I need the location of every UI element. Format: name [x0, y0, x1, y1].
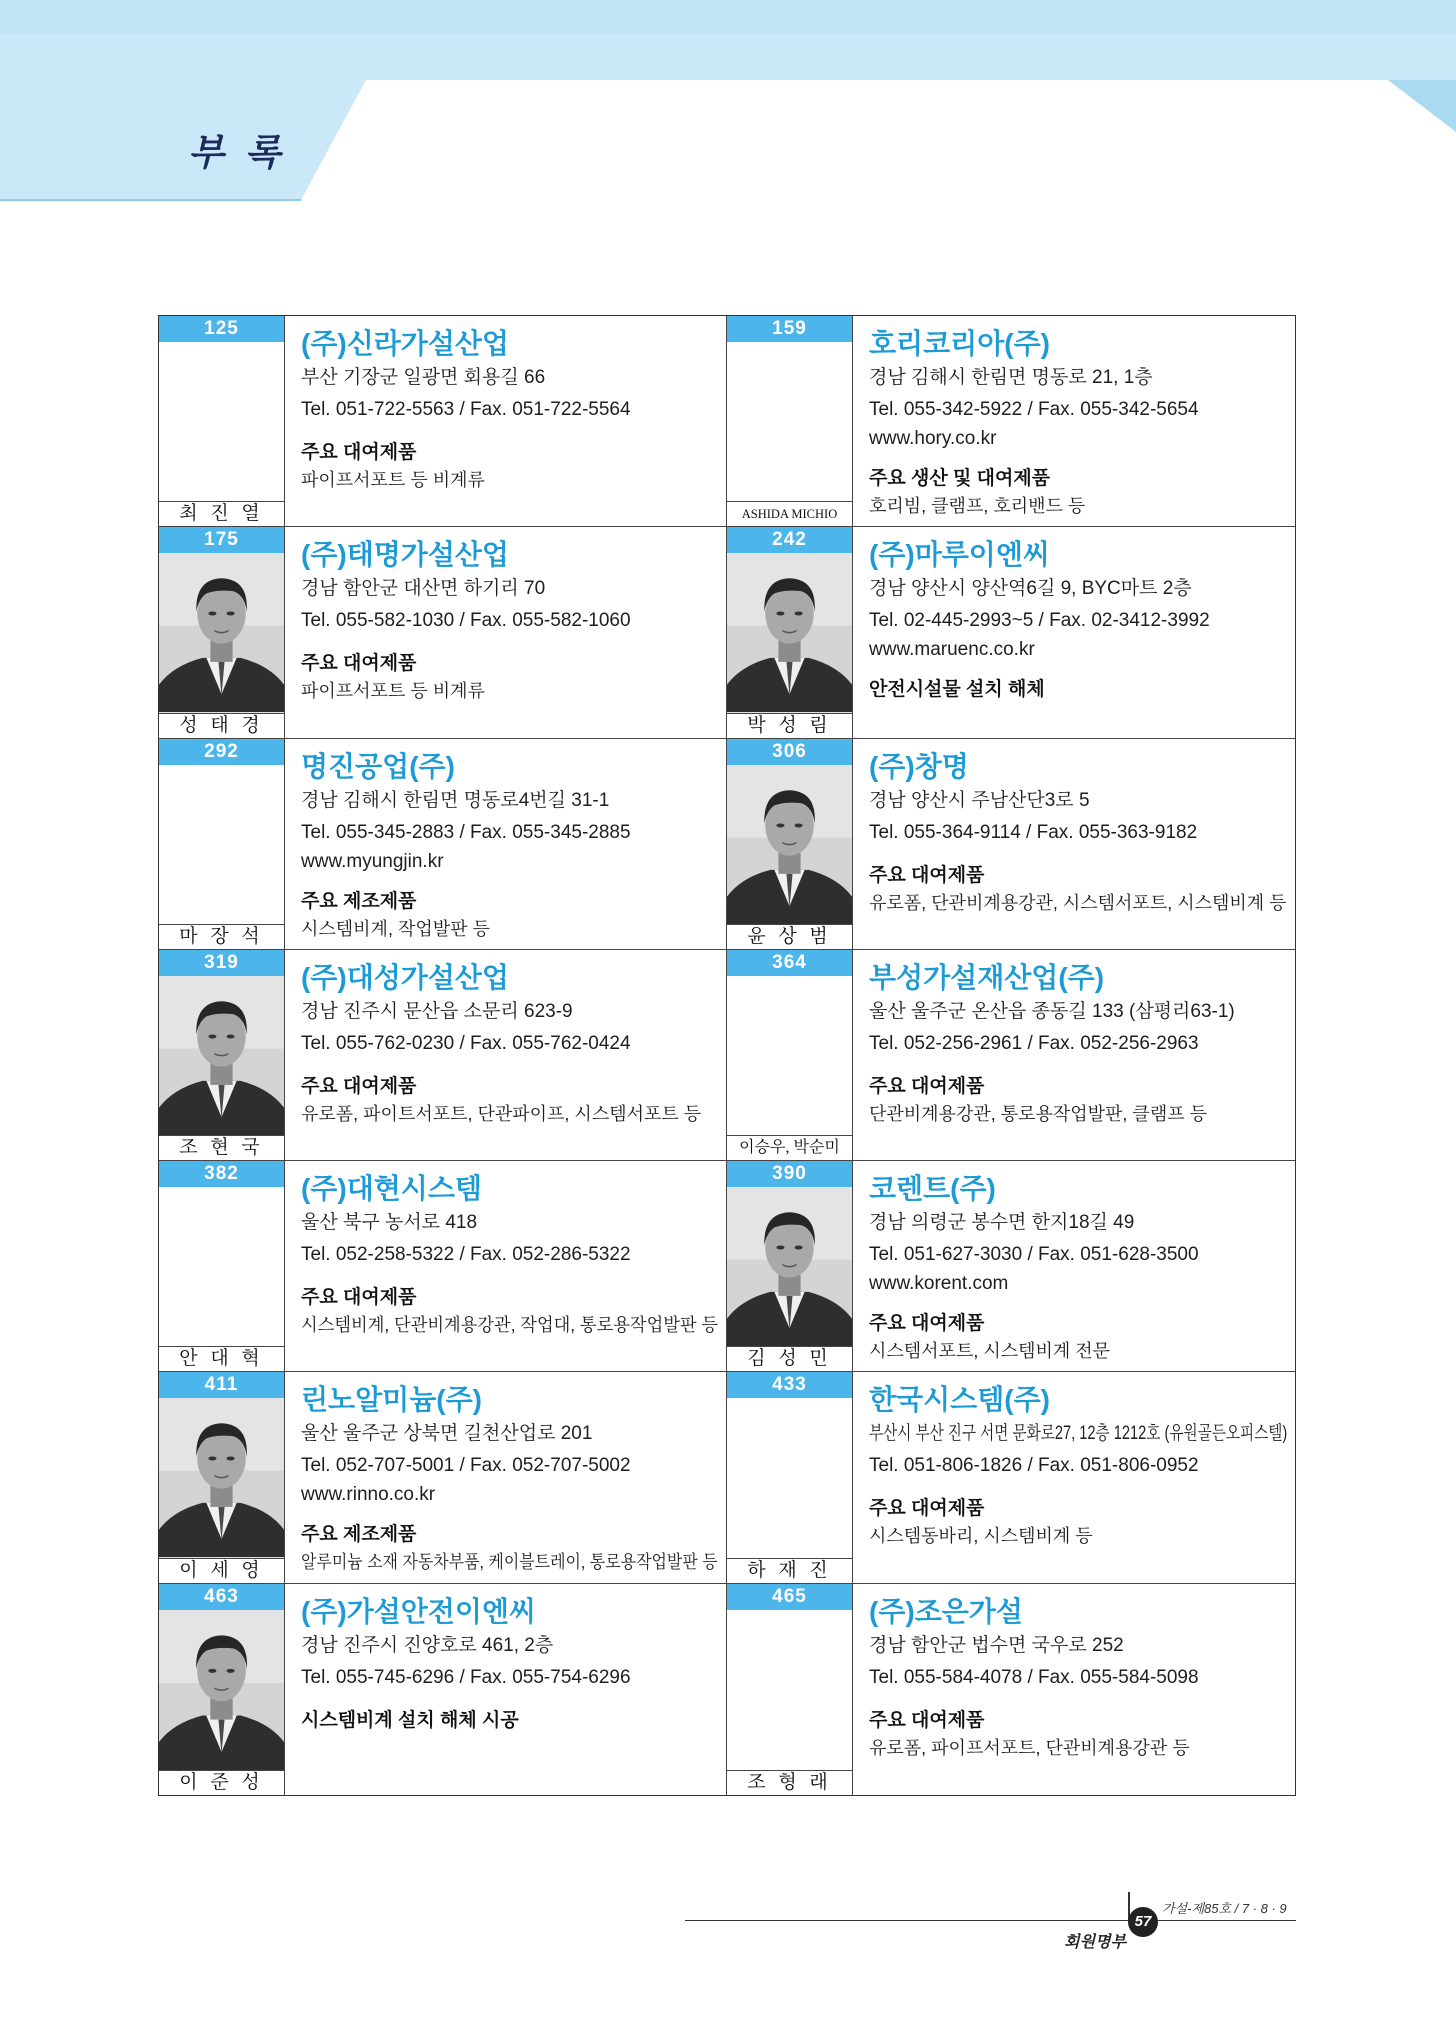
member-id-column: [727, 739, 853, 949]
representative-name: 박 성 림: [727, 713, 852, 738]
footer-section-name: 회원명부: [1064, 1934, 1126, 1951]
representative-name: 안 대 혁: [159, 1346, 284, 1371]
member-id-column: [159, 739, 285, 949]
products-heading: 주요 대여제품: [869, 864, 985, 886]
address: 울산 북구 농서로 418: [301, 1212, 478, 1234]
member-number-badge: 364: [727, 950, 852, 976]
products: 파이프서포트 등 비계류: [301, 470, 485, 490]
address: 경남 양산시 양산역6길 9, BYC마트 2층: [869, 578, 1192, 600]
member-card: [159, 739, 727, 950]
products: 시스템동바리, 시스템비계 등: [869, 1526, 1093, 1547]
empty-photo-area: [159, 342, 284, 501]
company-name: (주)마루이엔씨: [869, 539, 1050, 571]
representative-photo: [159, 976, 284, 1135]
member-details: [285, 1161, 726, 1371]
website: www.korent.com: [869, 1273, 1009, 1295]
products-heading: 주요 대여제품: [869, 1075, 985, 1097]
member-id-column: [727, 1584, 853, 1795]
member-details: [853, 316, 1295, 526]
products: 단관비계용강관, 통로용작업발판, 클램프 등: [869, 1103, 1207, 1124]
products: 유로폼, 파이프서포트, 단관비계용강관 등: [869, 1737, 1190, 1758]
member-card: [727, 739, 1295, 950]
products-heading: 주요 대여제품: [301, 1075, 417, 1097]
company-name: (주)가설안전이엔씨: [301, 1595, 537, 1627]
member-card: [159, 950, 727, 1161]
member-card: [727, 950, 1295, 1161]
member-details: [853, 1161, 1295, 1371]
tel-fax: Tel. 055-342-5922 / Fax. 055-342-5654: [869, 399, 1199, 420]
website: www.myungjin.kr: [301, 850, 444, 872]
business-description: 안전시설물 설치 해체: [869, 679, 1045, 701]
member-id-column: [159, 1372, 285, 1582]
header-band: [0, 0, 1456, 210]
member-details: [285, 739, 726, 949]
tel-fax: Tel. 055-364-9114 / Fax. 055-363-9182: [869, 821, 1198, 843]
member-card: [159, 1372, 727, 1583]
empty-photo-area: [159, 1187, 284, 1346]
member-details: [285, 316, 726, 526]
tel-fax: Tel. 055-762-0230 / Fax. 055-762-0424: [301, 1032, 631, 1054]
representative-name: 김 성 민: [727, 1346, 852, 1371]
member-card: [727, 1161, 1295, 1372]
company-name: 명진공업(주): [301, 750, 455, 782]
products-heading: 주요 대여제품: [869, 1313, 985, 1335]
member-card: [727, 527, 1295, 738]
member-number-badge: 242: [727, 527, 852, 553]
member-number-badge: 306: [727, 739, 852, 765]
member-number-badge: 463: [159, 1584, 284, 1610]
address: 울산 울주군 온산읍 종동길 133 (삼평리63-1): [869, 1000, 1235, 1022]
products-heading: 주요 대여제품: [301, 1287, 417, 1309]
company-name: (주)신라가설산업: [301, 328, 509, 359]
empty-photo-area: [727, 1398, 852, 1557]
member-id-column: [159, 316, 285, 526]
address: 경남 김해시 한림면 명동로4번길 31-1: [301, 789, 610, 811]
representative-name: 하 재 진: [727, 1558, 852, 1583]
member-id-column: [727, 950, 853, 1160]
address: 경남 의령군 봉수면 한지18길 49: [869, 1212, 1135, 1234]
website: www.hory.co.kr: [869, 428, 997, 449]
member-id-column: [159, 1584, 285, 1795]
products-heading: 주요 대여제품: [301, 653, 417, 675]
member-id-column: [727, 527, 853, 737]
tel-fax: Tel. 051-627-3030 / Fax. 051-628-3500: [869, 1244, 1199, 1266]
products: 파이프서포트 등 비계류: [301, 681, 485, 702]
products: 알루미늄 소재 자동차부품, 케이블트레이, 통로용작업발판 등: [301, 1552, 718, 1573]
member-card: [159, 1584, 727, 1795]
company-name: (주)태명가설산업: [301, 539, 509, 571]
tel-fax: Tel. 052-258-5322 / Fax. 052-286-5322: [301, 1244, 631, 1266]
member-number-badge: 411: [159, 1372, 284, 1398]
company-name: 호리코리아(주): [869, 328, 1050, 359]
tel-fax: Tel. 055-582-1030 / Fax. 055-582-1060: [301, 610, 631, 632]
products: 호리빔, 클램프, 호리밴드 등: [869, 496, 1086, 516]
representative-name: 조 형 래: [727, 1770, 852, 1795]
address: 경남 양산시 주남산단3로 5: [869, 789, 1090, 811]
member-number-badge: 125: [159, 316, 284, 342]
member-id-column: [159, 950, 285, 1160]
company-name: (주)조은가설: [869, 1595, 1023, 1627]
representative-name: 마 장 석: [159, 924, 284, 949]
representative-name: 조 현 국: [159, 1135, 284, 1160]
member-number-badge: 382: [159, 1161, 284, 1187]
address: 울산 울주군 상북면 길천산업로 201: [301, 1423, 593, 1445]
member-card: [727, 1584, 1295, 1795]
address: 부산시 부산 진구 서면 문화로27, 12층 1212호 (유원골든오피스텔): [869, 1423, 1288, 1445]
company-name: 린노알미늄(주): [301, 1384, 482, 1416]
company-name: (주)대성가설산업: [301, 961, 509, 993]
member-details: [853, 1372, 1295, 1582]
representative-name: ASHIDA MICHIO: [727, 501, 852, 526]
page-number: 57: [1128, 1907, 1158, 1937]
member-details: [285, 1372, 726, 1582]
tel-fax: Tel. 02-445-2993~5 / Fax. 02-3412-3992: [869, 610, 1210, 632]
tel-fax: Tel. 055-345-2883 / Fax. 055-345-2885: [301, 821, 631, 843]
representative-photo: [159, 1398, 284, 1557]
products: 유로폼, 단관비계용강관, 시스템서포트, 시스템비계 등: [869, 892, 1287, 913]
issue-label: 가설-제85호 / 7 · 8 · 9: [1162, 1901, 1287, 1916]
member-details: [285, 1584, 726, 1795]
tel-fax: Tel. 051-722-5563 / Fax. 051-722-5564: [301, 399, 631, 420]
company-name: 코렌트(주): [869, 1173, 996, 1205]
tel-fax: Tel. 052-707-5001 / Fax. 052-707-5002: [301, 1455, 631, 1477]
address: 경남 함안군 대산면 하기리 70: [301, 578, 546, 600]
representative-name: 이 준 성: [159, 1770, 284, 1795]
products-heading: 주요 제조제품: [301, 1524, 417, 1546]
member-id-column: [727, 1372, 853, 1582]
member-details: [853, 1584, 1295, 1795]
member-number-badge: 159: [727, 316, 852, 342]
member-card: [159, 527, 727, 738]
member-details: [285, 527, 726, 737]
website: www.maruenc.co.kr: [869, 639, 1035, 661]
member-id-column: [727, 1161, 853, 1371]
products: 시스템비계, 작업발판 등: [301, 918, 490, 939]
products-heading: 주요 대여제품: [869, 1709, 985, 1731]
products: 시스템비계, 단관비계용강관, 작업대, 통로용작업발판 등: [301, 1315, 719, 1336]
tel-fax: Tel. 055-745-6296 / Fax. 055-754-6296: [301, 1666, 631, 1688]
representative-name: 윤 상 범: [727, 924, 852, 949]
member-number-badge: 319: [159, 950, 284, 976]
products: 유로폼, 파이트서포트, 단관파이프, 시스템서포트 등: [301, 1103, 702, 1124]
member-details: [853, 739, 1295, 949]
member-card: [727, 316, 1295, 527]
representative-name: 최 진 열: [159, 501, 284, 526]
products-heading: 주요 제조제품: [301, 890, 417, 912]
member-card: [727, 1372, 1295, 1583]
company-name: 부성가설재산업(주): [869, 961, 1105, 993]
member-details: [853, 950, 1295, 1160]
member-details: [853, 527, 1295, 737]
representative-name: 이 세 영: [159, 1558, 284, 1583]
representative-photo: [727, 1187, 852, 1346]
representative-photo: [727, 765, 852, 924]
section-title: 부 록: [188, 131, 285, 174]
member-number-badge: 390: [727, 1161, 852, 1187]
company-name: 한국시스템(주): [869, 1384, 1050, 1416]
empty-photo-area: [727, 1610, 852, 1770]
empty-photo-area: [727, 342, 852, 501]
tel-fax: Tel. 051-806-1826 / Fax. 051-806-0952: [869, 1455, 1199, 1477]
website: www.rinno.co.kr: [301, 1484, 436, 1506]
representative-name: 성 태 경: [159, 713, 284, 738]
footer-rule: [685, 1920, 1296, 1921]
business-description: 시스템비계 설치 해체 시공: [301, 1709, 519, 1731]
representative-photo: [727, 553, 852, 712]
member-number-badge: 465: [727, 1584, 852, 1610]
empty-photo-area: [727, 976, 852, 1135]
products-heading: 주요 대여제품: [301, 442, 417, 463]
member-id-column: [727, 316, 853, 526]
member-id-column: [159, 1161, 285, 1371]
address: 부산 기장군 일광면 회용길 66: [301, 367, 546, 388]
member-card: [159, 316, 727, 527]
member-directory-table: [158, 315, 1296, 1796]
representative-photo: [159, 1610, 284, 1770]
products-heading: 주요 대여제품: [869, 1498, 985, 1520]
tel-fax: Tel. 052-256-2961 / Fax. 052-256-2963: [869, 1032, 1199, 1054]
member-number-badge: 175: [159, 527, 284, 553]
company-name: (주)창명: [869, 750, 969, 782]
member-number-badge: 433: [727, 1372, 852, 1398]
member-number-badge: 292: [159, 739, 284, 765]
products-heading: 주요 생산 및 대여제품: [869, 468, 1051, 489]
address: 경남 김해시 한림면 명동로 21, 1층: [869, 367, 1153, 388]
member-details: [285, 950, 726, 1160]
member-id-column: [159, 527, 285, 737]
representative-name: 이승우, 박순미: [727, 1135, 852, 1160]
empty-photo-area: [159, 765, 284, 924]
address: 경남 진주시 문산읍 소문리 623-9: [301, 1000, 573, 1022]
tel-fax: Tel. 055-584-4078 / Fax. 055-584-5098: [869, 1666, 1199, 1688]
address: 경남 함안군 법수면 국우로 252: [869, 1634, 1124, 1656]
products: 시스템서포트, 시스템비계 전문: [869, 1341, 1111, 1362]
address: 경남 진주시 진양호로 461, 2층: [301, 1634, 554, 1656]
member-card: [159, 1161, 727, 1372]
representative-photo: [159, 553, 284, 712]
company-name: (주)대현시스템: [301, 1173, 482, 1205]
